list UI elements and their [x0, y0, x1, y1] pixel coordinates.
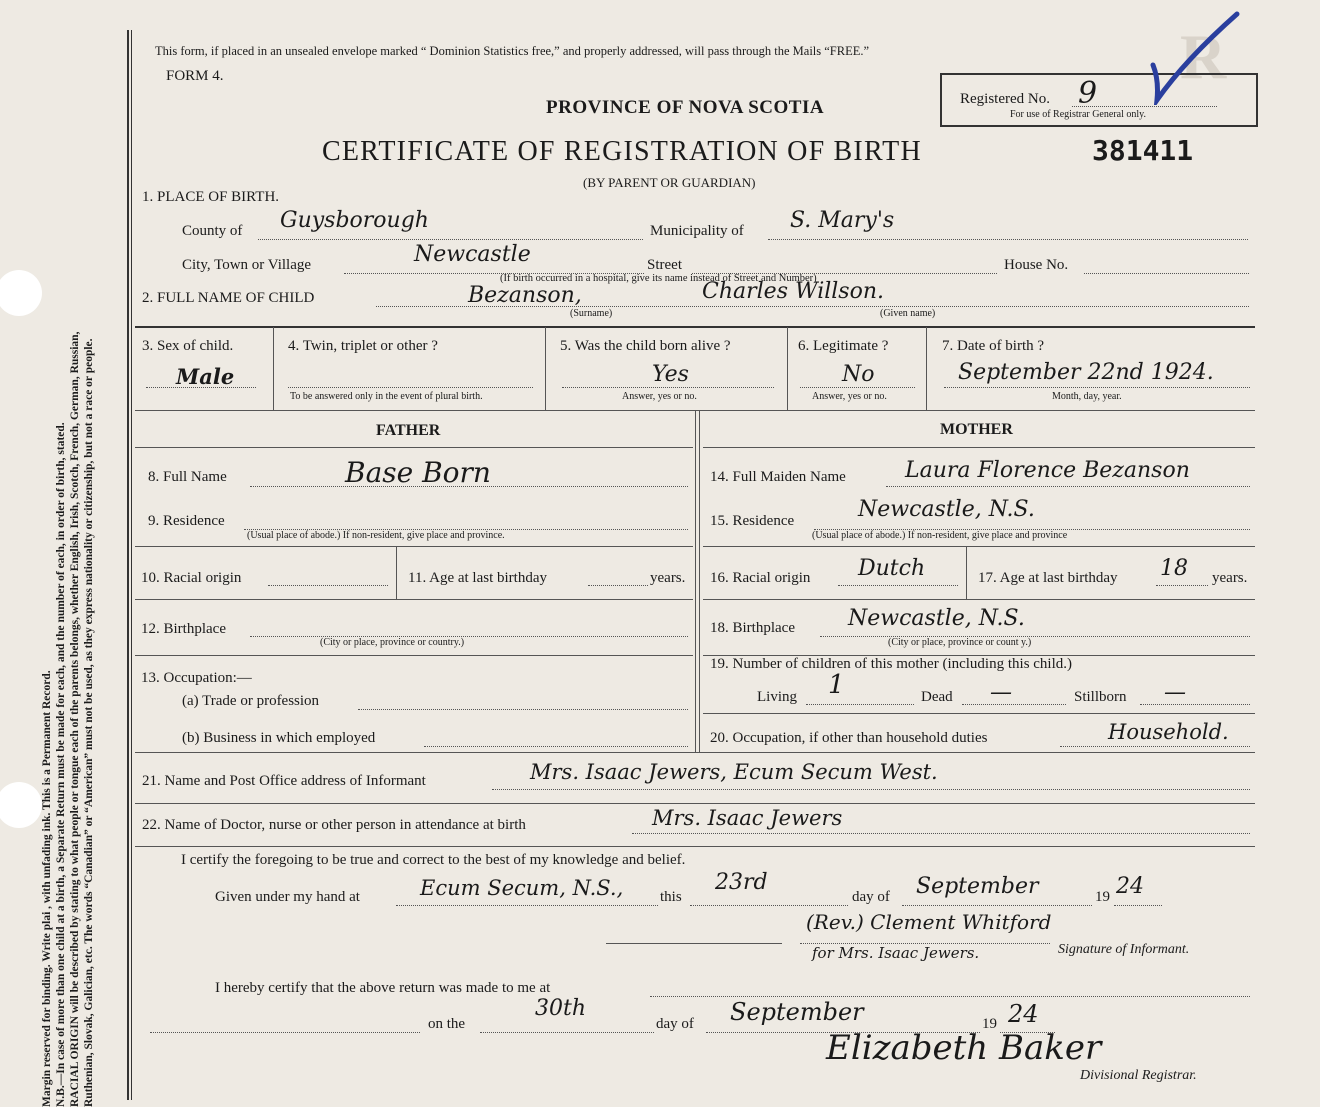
- mother-birthplace-note: (City or place, province or count y.): [888, 637, 1032, 648]
- rule-m2: [703, 599, 1255, 600]
- city-label: City, Town or Village: [182, 257, 312, 273]
- rule-22-bottom: [135, 846, 1255, 847]
- rule-f-age-div: [396, 547, 397, 599]
- city-value: Newcastle: [414, 242, 531, 267]
- house-line: [1084, 273, 1249, 274]
- margin-line-2: N.B.—In case of more than one child at a birth, a Separate Return must be made for each, and the number of each, in order of birth, stated.: [55, 422, 67, 1107]
- rule-row3-div2: [545, 327, 546, 410]
- given-place-line: [396, 905, 658, 906]
- registered-label: Registered No.: [960, 91, 1050, 107]
- father-occupation-label: 13. Occupation:—: [141, 670, 252, 686]
- mail-notice: This form, if placed in an unsealed envelope marked “ Dominion Statistics free,” and properly addressed, will pass through the Mails “FREE.”: [155, 44, 870, 58]
- father-name-label: 8. Full Name: [148, 469, 227, 485]
- cert-year-line: [1114, 905, 1162, 906]
- twin-line: [288, 387, 533, 388]
- rule-m-age-div: [966, 547, 967, 599]
- mother-residence-note: (Usual place of abode.) If non-resident, give place and province: [812, 530, 1068, 541]
- rule-21-top: [135, 752, 1255, 753]
- dead-line: [962, 704, 1066, 705]
- father-racial-label: 10. Racial origin: [141, 570, 242, 586]
- child-name-label: 2. FULL NAME OF CHILD: [142, 290, 315, 306]
- rule-f3: [135, 655, 693, 656]
- rule-22-top: [135, 803, 1255, 804]
- attendant-label: 22. Name of Doctor, nurse or other person in attendance at birth: [142, 817, 526, 833]
- cert-year-prefix: 19: [1095, 889, 1110, 905]
- mother-birthplace-label: 18. Birthplace: [710, 620, 795, 636]
- mother-birthplace-line: [820, 636, 1250, 637]
- center-divider: [695, 411, 696, 752]
- place-of-birth-heading: 1. PLACE OF BIRTH.: [142, 189, 280, 205]
- registrar-statement: I hereby certify that the above return was made to me at: [215, 980, 551, 996]
- binding-rule: [127, 30, 129, 1100]
- registrar-year-prefix: 19: [982, 1016, 997, 1032]
- child-surname-value: Bezanson,: [468, 283, 582, 308]
- informant-line: [492, 789, 1250, 790]
- informant-label: 21. Name and Post Office address of Informant: [142, 773, 426, 789]
- municipality-line: [768, 239, 1248, 240]
- living-line: [806, 704, 914, 705]
- given-place-value: Ecum Secum, N.S.,: [420, 876, 624, 900]
- registrar-place-line: [650, 996, 1250, 997]
- rule-m1: [703, 546, 1255, 547]
- rule-heading-left: [135, 447, 693, 448]
- rule-row3-div1: [273, 327, 274, 410]
- registration-note: For use of Registrar General only.: [1010, 109, 1146, 120]
- dob-value: September 22nd 1924.: [958, 360, 1214, 385]
- mother-name-value: Laura Florence Bezanson: [905, 458, 1190, 483]
- stillborn-line: [1140, 704, 1250, 705]
- dob-line: [944, 387, 1250, 388]
- dead-value: —: [990, 680, 1012, 705]
- cert-day-line: [690, 905, 848, 906]
- dead-label: Dead: [921, 689, 953, 705]
- registered-value: 9: [1078, 76, 1098, 111]
- this-label: this: [660, 889, 682, 905]
- registrar-leading-line: [150, 1032, 420, 1033]
- mother-racial-value: Dutch: [858, 556, 926, 581]
- father-age-label: 11. Age at last birthday: [408, 570, 547, 586]
- legitimate-label: 6. Legitimate ?: [798, 338, 889, 354]
- mother-occupation-value: Household.: [1108, 720, 1229, 744]
- mother-racial-line: [838, 585, 958, 586]
- sex-value: Male: [176, 364, 235, 389]
- house-label: House No.: [1004, 257, 1069, 273]
- twin-label: 4. Twin, triplet or other ?: [288, 338, 438, 354]
- informant-sig-dash: [606, 943, 782, 944]
- cert-month-line: [902, 905, 1092, 906]
- county-line: [258, 239, 643, 240]
- informant-signature-line1: (Rev.) Clement Whitford: [806, 910, 1052, 934]
- stillborn-label: Stillborn: [1074, 689, 1127, 705]
- father-business-label: (b) Business in which employed: [182, 730, 376, 746]
- rule-row3-div3: [787, 327, 788, 410]
- mother-residence-label: 15. Residence: [710, 513, 795, 529]
- given-label: Given under my hand at: [215, 889, 360, 905]
- street-label: Street: [647, 257, 682, 273]
- given-caption: (Given name): [880, 308, 936, 319]
- rule-row3-div4: [926, 327, 927, 410]
- father-name-value: Base Born: [345, 456, 491, 489]
- attendant-value: Mrs. Isaac Jewers: [652, 806, 843, 830]
- registrar-caption: Divisional Registrar.: [1080, 1068, 1197, 1083]
- bleed-through: R: [1180, 21, 1227, 92]
- informant-signature-caption: Signature of Informant.: [1058, 942, 1190, 957]
- certificate-number: 381411: [1092, 134, 1194, 167]
- alive-line: [562, 387, 774, 388]
- punch-hole-top: [0, 270, 42, 316]
- mother-racial-label: 16. Racial origin: [710, 570, 811, 586]
- municipality-value: S. Mary's: [790, 208, 895, 233]
- father-age-line: [588, 585, 648, 586]
- living-value: 1: [828, 670, 845, 700]
- mother-heading: MOTHER: [940, 421, 1013, 438]
- father-trade-line: [358, 709, 688, 710]
- certificate-title: CERTIFICATE OF REGISTRATION OF BIRTH: [322, 136, 922, 167]
- registrar-day-value: 30th: [535, 996, 587, 1021]
- binding-rule-inner: [131, 30, 132, 1100]
- legitimate-line: [800, 387, 915, 388]
- cert-year-value: 24: [1116, 874, 1144, 899]
- cert-day-value: 23rd: [715, 870, 768, 895]
- mother-age-unit: years.: [1212, 570, 1248, 586]
- father-residence-note: (Usual place of abode.) If non-resident, give place and province.: [247, 530, 505, 541]
- mother-occupation-label: 20. Occupation, if other than household duties: [710, 730, 988, 746]
- mother-name-label: 14. Full Maiden Name: [710, 469, 846, 485]
- mother-age-label: 17. Age at last birthday: [978, 570, 1118, 586]
- rule-f1: [135, 546, 693, 547]
- rule-row3-top: [135, 326, 1255, 328]
- county-value: Guysborough: [280, 208, 429, 233]
- sex-label: 3. Sex of child.: [142, 338, 234, 354]
- father-birthplace-label: 12. Birthplace: [141, 621, 226, 637]
- province-heading: PROVINCE OF NOVA SCOTIA: [546, 97, 825, 118]
- dob-label: 7. Date of birth ?: [942, 338, 1045, 354]
- center-divider-2: [699, 411, 700, 752]
- stillborn-value: —: [1164, 680, 1186, 705]
- cert-day-of-label: day of: [852, 889, 890, 905]
- check-mark-icon: [1145, 10, 1245, 105]
- informant-value: Mrs. Isaac Jewers, Ecum Secum West.: [530, 760, 938, 784]
- father-age-unit: years.: [650, 570, 686, 586]
- mother-occupation-line: [1060, 746, 1250, 747]
- mother-age-value: 18: [1160, 556, 1188, 581]
- registrar-signature: Elizabeth Baker: [826, 1028, 1102, 1068]
- twin-note: To be answered only in the event of plural birth.: [290, 391, 483, 402]
- margin-line-1: Margin reserved for binding. Write plai , with unfading ink. This is a Permanent Record.: [41, 670, 53, 1107]
- alive-note: Answer, yes or no.: [622, 391, 697, 402]
- father-heading: FATHER: [376, 422, 441, 439]
- municipality-label: Municipality of: [650, 223, 744, 239]
- children-count-label: 19. Number of children of this mother (including this child.): [710, 656, 1073, 672]
- dob-note: Month, day, year.: [1052, 391, 1122, 402]
- living-label: Living: [757, 689, 797, 705]
- legitimate-note: Answer, yes or no.: [812, 391, 887, 402]
- surname-caption: (Surname): [570, 308, 613, 319]
- informant-signature-line2: for Mrs. Isaac Jewers.: [812, 944, 980, 962]
- mother-age-line: [1156, 585, 1208, 586]
- child-given-value: Charles Willson.: [702, 279, 885, 304]
- registrar-month-value: September: [730, 998, 864, 1026]
- mother-name-line: [886, 486, 1250, 487]
- registrar-year-value: 24: [1008, 1000, 1039, 1028]
- form-number: FORM 4.: [166, 68, 224, 84]
- rule-heading-right: [703, 447, 1255, 448]
- father-birthplace-note: (City or place, province or country.): [320, 637, 465, 648]
- certification-statement: I certify the foregoing to be true and correct to the best of my knowledge and belief.: [181, 852, 686, 868]
- margin-line-3: RACIAL ORIGIN will be described by stating to what people or tongue each of the parents belongs, whether English, Irish, Scotch, French, German, Russian,: [69, 331, 81, 1107]
- father-racial-line: [268, 585, 388, 586]
- registrar-on-label: on the: [428, 1016, 466, 1032]
- margin-line-4: Ruthenian, Slovak, Galician, etc. The words “Canadian” or “American” must not be used, as they express nationality or citizenship, but not a race or people.: [83, 338, 95, 1107]
- alive-label: 5. Was the child born alive ?: [560, 338, 731, 354]
- mother-birthplace-value: Newcastle, N.S.: [848, 606, 1025, 631]
- father-residence-label: 9. Residence: [148, 513, 225, 529]
- certificate-subtitle: (BY PARENT OR GUARDIAN): [583, 175, 756, 190]
- mother-residence-value: Newcastle, N.S.: [858, 497, 1035, 522]
- hospital-note: (If birth occurred in a hospital, give its name instead of Street and Number): [500, 273, 817, 284]
- alive-value: Yes: [652, 362, 689, 387]
- father-business-line: [424, 746, 688, 747]
- rule-m4: [703, 713, 1255, 714]
- father-birthplace-line: [250, 636, 688, 637]
- cert-month-value: September: [916, 874, 1039, 899]
- margin-instructions: [40, 27, 96, 1107]
- registrar-day-of-label: day of: [656, 1016, 694, 1032]
- punch-hole-bottom: [0, 782, 42, 828]
- county-label: County of: [182, 223, 243, 239]
- rule-f2: [135, 599, 693, 600]
- legitimate-value: No: [842, 362, 875, 387]
- father-trade-label: (a) Trade or profession: [182, 693, 320, 709]
- attendant-line: [632, 833, 1250, 834]
- registrar-day-line: [480, 1032, 654, 1033]
